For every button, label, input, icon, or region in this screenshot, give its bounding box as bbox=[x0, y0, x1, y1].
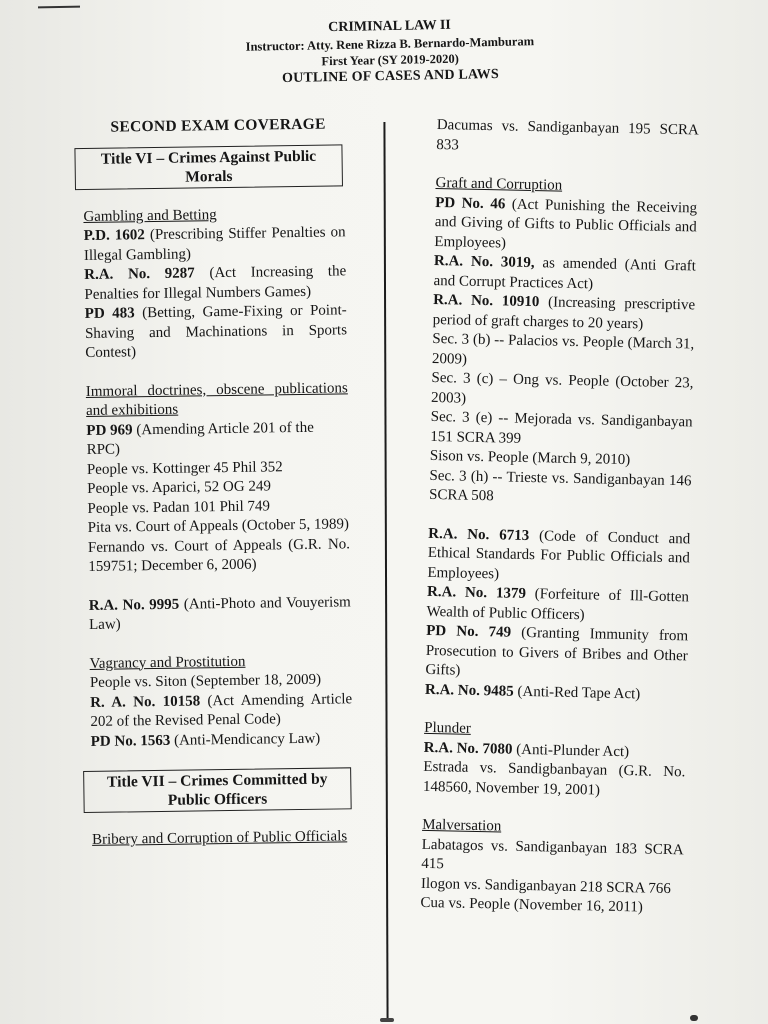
gambling-heading: Gambling and Betting bbox=[83, 206, 217, 225]
page-mark bbox=[380, 1018, 394, 1022]
law-description: (Forfeiture of Ill-Gotten Wealth of Public Officers) bbox=[426, 586, 690, 623]
ra-10158-entry bbox=[90, 690, 353, 733]
law-code: PD No. 46 bbox=[435, 194, 506, 212]
year-line: First Year (SY 2019-2020) bbox=[321, 51, 459, 69]
case-estrada: Estrada vs. Sandigbanbayan (G.R. No. 148560, November 19, 2001) bbox=[422, 758, 686, 799]
case-kottinger: People vs. Kottinger 45 Phil 352 bbox=[86, 458, 283, 478]
coverage-heading: SECOND EXAM COVERAGE bbox=[110, 115, 326, 136]
case-fernando: Fernando vs. Court of Appeals (G.R. No. 159751; December 6, 2006) bbox=[87, 535, 351, 575]
case-siton: People vs. Siton (September 18, 2009) bbox=[89, 671, 322, 691]
pd-749-entry bbox=[425, 622, 688, 686]
document-header bbox=[149, 13, 630, 90]
ra-9995-entry bbox=[89, 593, 352, 636]
case-pita: Pita vs. Court of Appeals (October 5, 1989) bbox=[87, 516, 350, 536]
law-description: (Act Punishing the Receiving and Giving of Gifts to Public Officials and Employees) bbox=[434, 196, 698, 251]
left-column bbox=[82, 114, 354, 850]
law-code: PD No. 749 bbox=[426, 622, 512, 641]
law-code: R.A. No. 10910 bbox=[432, 291, 540, 311]
case-aparici: People vs. Aparici, 52 OG 249 bbox=[87, 478, 272, 497]
law-description: as amended (Anti Graft and Corrupt Practices Act) bbox=[433, 255, 697, 292]
law-code: R. A. No. 10158 bbox=[90, 692, 201, 711]
instructor-line: Instructor: Atty. Rene Rizza B. Bernardo-Mamburam bbox=[245, 34, 535, 54]
law-code: R.A. No. 7080 bbox=[423, 739, 513, 758]
case-sison: Sison vs. People (March 9, 2010) bbox=[429, 447, 631, 469]
law-description: (Granting Immunity from Prosecution to Givers of Bribes and Other Gifts) bbox=[425, 624, 689, 679]
law-code: PD 969 bbox=[86, 421, 133, 439]
ra-3019-entry bbox=[433, 252, 696, 296]
bribery-heading: Bribery and Corruption of Public Officials bbox=[91, 828, 348, 848]
sec-3c-case: Sec. 3 (c) – Ong vs. People (October 23, 2003) bbox=[430, 369, 694, 407]
course-title: CRIMINAL LAW II bbox=[328, 17, 451, 36]
law-code: R.A. No. 1379 bbox=[426, 583, 527, 602]
case-dacumas: Dacumas vs. Sandiganbayan 195 SCRA 833 bbox=[436, 116, 699, 153]
law-description: (Anti-Red Tape Act) bbox=[517, 683, 641, 702]
law-description: (Anti-Photo and Vouyerism Law) bbox=[88, 593, 351, 633]
law-code: R.A. No. 9287 bbox=[84, 265, 195, 283]
law-description: (Code of Conduct and Ethical Standards For Public Officials and Employees) bbox=[427, 527, 691, 582]
ra-1379-entry bbox=[426, 583, 689, 627]
ra-9287-entry bbox=[84, 262, 347, 305]
sec-3h-case: Sec. 3 (h) -- Trieste vs. Sandiganbayan 146 SCRA 508 bbox=[428, 467, 692, 505]
law-code: R.A. No. 9995 bbox=[88, 596, 180, 614]
column-divider bbox=[383, 122, 388, 1022]
graft-heading: Graft and Corruption bbox=[435, 174, 563, 194]
page-mark bbox=[690, 1015, 698, 1021]
law-description: (Act Amending Article 202 of the Revised Penal Code) bbox=[90, 690, 353, 730]
law-description: (Amending Article 201 of the RPC) bbox=[86, 419, 314, 458]
immoral-heading: Immoral doctrines, obscene publications and exhibitions bbox=[85, 379, 348, 419]
case-padan: People vs. Padan 101 Phil 749 bbox=[87, 497, 271, 517]
law-description: (Prescribing Stiffer Penalties on Illegal Gambling) bbox=[83, 224, 346, 264]
law-code: PD No. 1563 bbox=[90, 732, 171, 750]
law-description: (Betting, Game-Fixing or Point-Shaving and Machinations in Sports Contest) bbox=[84, 302, 348, 361]
law-code: PD 483 bbox=[84, 305, 135, 322]
law-description: (Increasing prescriptive period of graft charges to 20 years) bbox=[432, 294, 696, 332]
title-vi-box: Title VI – Crimes Against Public Morals bbox=[74, 144, 343, 190]
malversation-heading: Malversation bbox=[421, 816, 502, 835]
pd-969-entry bbox=[86, 418, 349, 461]
law-description: (Anti-Plunder Act) bbox=[516, 741, 630, 760]
law-description: (Anti-Mendicancy Law) bbox=[173, 730, 321, 749]
law-code: R.A. No. 6713 bbox=[428, 525, 530, 544]
law-description: (Act Increasing the Penalties for Illegal Numbers Games) bbox=[84, 263, 347, 303]
corner-pen-mark bbox=[38, 6, 80, 9]
title-vii-box: Title VII – Crimes Committed by Public Officers bbox=[83, 767, 352, 813]
sec-3b-case: Sec. 3 (b) -- Palacios vs. People (March 31, 2009) bbox=[431, 330, 695, 368]
vagrancy-heading: Vagrancy and Prostitution bbox=[89, 653, 246, 672]
pd-483-entry bbox=[85, 301, 348, 363]
pd-1563-entry bbox=[91, 729, 353, 752]
right-column bbox=[420, 116, 699, 919]
plunder-heading: Plunder bbox=[424, 719, 472, 737]
ra-10910-entry bbox=[433, 291, 696, 335]
case-ilogon: Ilogon vs. Sandiganbayan 218 SCRA 766 bbox=[420, 875, 672, 897]
pd-1602-entry bbox=[84, 223, 347, 266]
law-code: P.D. 1602 bbox=[83, 227, 145, 244]
sec-3e-case: Sec. 3 (e) -- Mejorada vs. Sandiganbayan 151 SCRA 399 bbox=[430, 408, 693, 447]
case-cua: Cua vs. People (November 16, 2011) bbox=[420, 894, 643, 916]
law-code: R.A. No. 9485 bbox=[424, 681, 514, 700]
law-code: R.A. No. 3019, bbox=[433, 252, 535, 272]
ra-6713-entry bbox=[427, 524, 690, 588]
outline-title: OUTLINE OF CASES AND LAWS bbox=[281, 66, 500, 87]
pd-46-entry bbox=[434, 193, 697, 257]
case-labatagos: Labatagos vs. Sandiganbayan 183 SCRA 415 bbox=[421, 836, 684, 873]
